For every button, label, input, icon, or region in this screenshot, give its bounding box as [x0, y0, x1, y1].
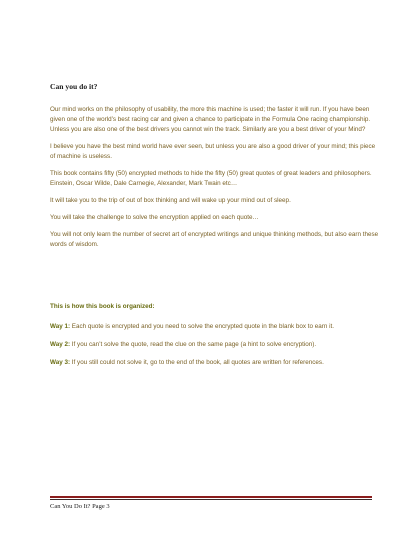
- paragraph: This book contains fifty (50) encrypted methods to hide the fifty (50) great quotes of great leaders and philosophers. Einstein, Oscar Wilde, Dale Carnegie, Alexander, Mark Twain etc…: [50, 170, 372, 187]
- page-footer: Can You Do It? Page 3: [50, 503, 110, 510]
- way-text: If you can’t solve the quote, read the clue on the same page (a hint to solve encryption).: [70, 341, 317, 348]
- footer-divider-red: [50, 496, 372, 498]
- way-label: Way 2:: [50, 341, 71, 348]
- page-heading: Can you do it?: [50, 82, 98, 91]
- intro-body: [50, 105, 380, 257]
- way-text: Each quote is encrypted and you need to solve the encrypted quote in the blank box to earn it.: [70, 323, 335, 330]
- paragraph: You will take the challenge to solve the encryption applied on each quote…: [50, 214, 259, 221]
- footer-divider-dark: [50, 499, 372, 500]
- paragraph: You will not only learn the number of secret art of encrypted writings and unique thinking methods, but also earn these words of wisdom.: [50, 231, 379, 248]
- section-heading: This is how this book is organized:: [50, 303, 155, 310]
- paragraph: I believe you have the best mind world have ever seen, but unless you are also a good driver of your mind; this piece of machine is useless.: [50, 143, 376, 160]
- way-label: Way 1:: [50, 323, 71, 330]
- way-label: Way 3:: [50, 359, 71, 366]
- paragraph: It will take you to the trip of out of box thinking and will wake up your mind out of sleep.: [50, 197, 291, 204]
- way-item: [50, 322, 380, 332]
- way-text: If you still could not solve it, go to the end of the book, all quotes are written for references.: [70, 359, 324, 366]
- paragraph: Our mind works on the philosophy of usability, the more this machine is used; the faster it will run. If you have been given one of the world’s best racing car and given a chance to participate in the Formula One racing championship. Unless you are also one of the best drivers you cannot win the track. Similarly are you a best driver of your Mind?: [50, 106, 371, 133]
- way-item: [50, 340, 380, 350]
- ways-list: [50, 322, 380, 376]
- way-item: [50, 358, 380, 368]
